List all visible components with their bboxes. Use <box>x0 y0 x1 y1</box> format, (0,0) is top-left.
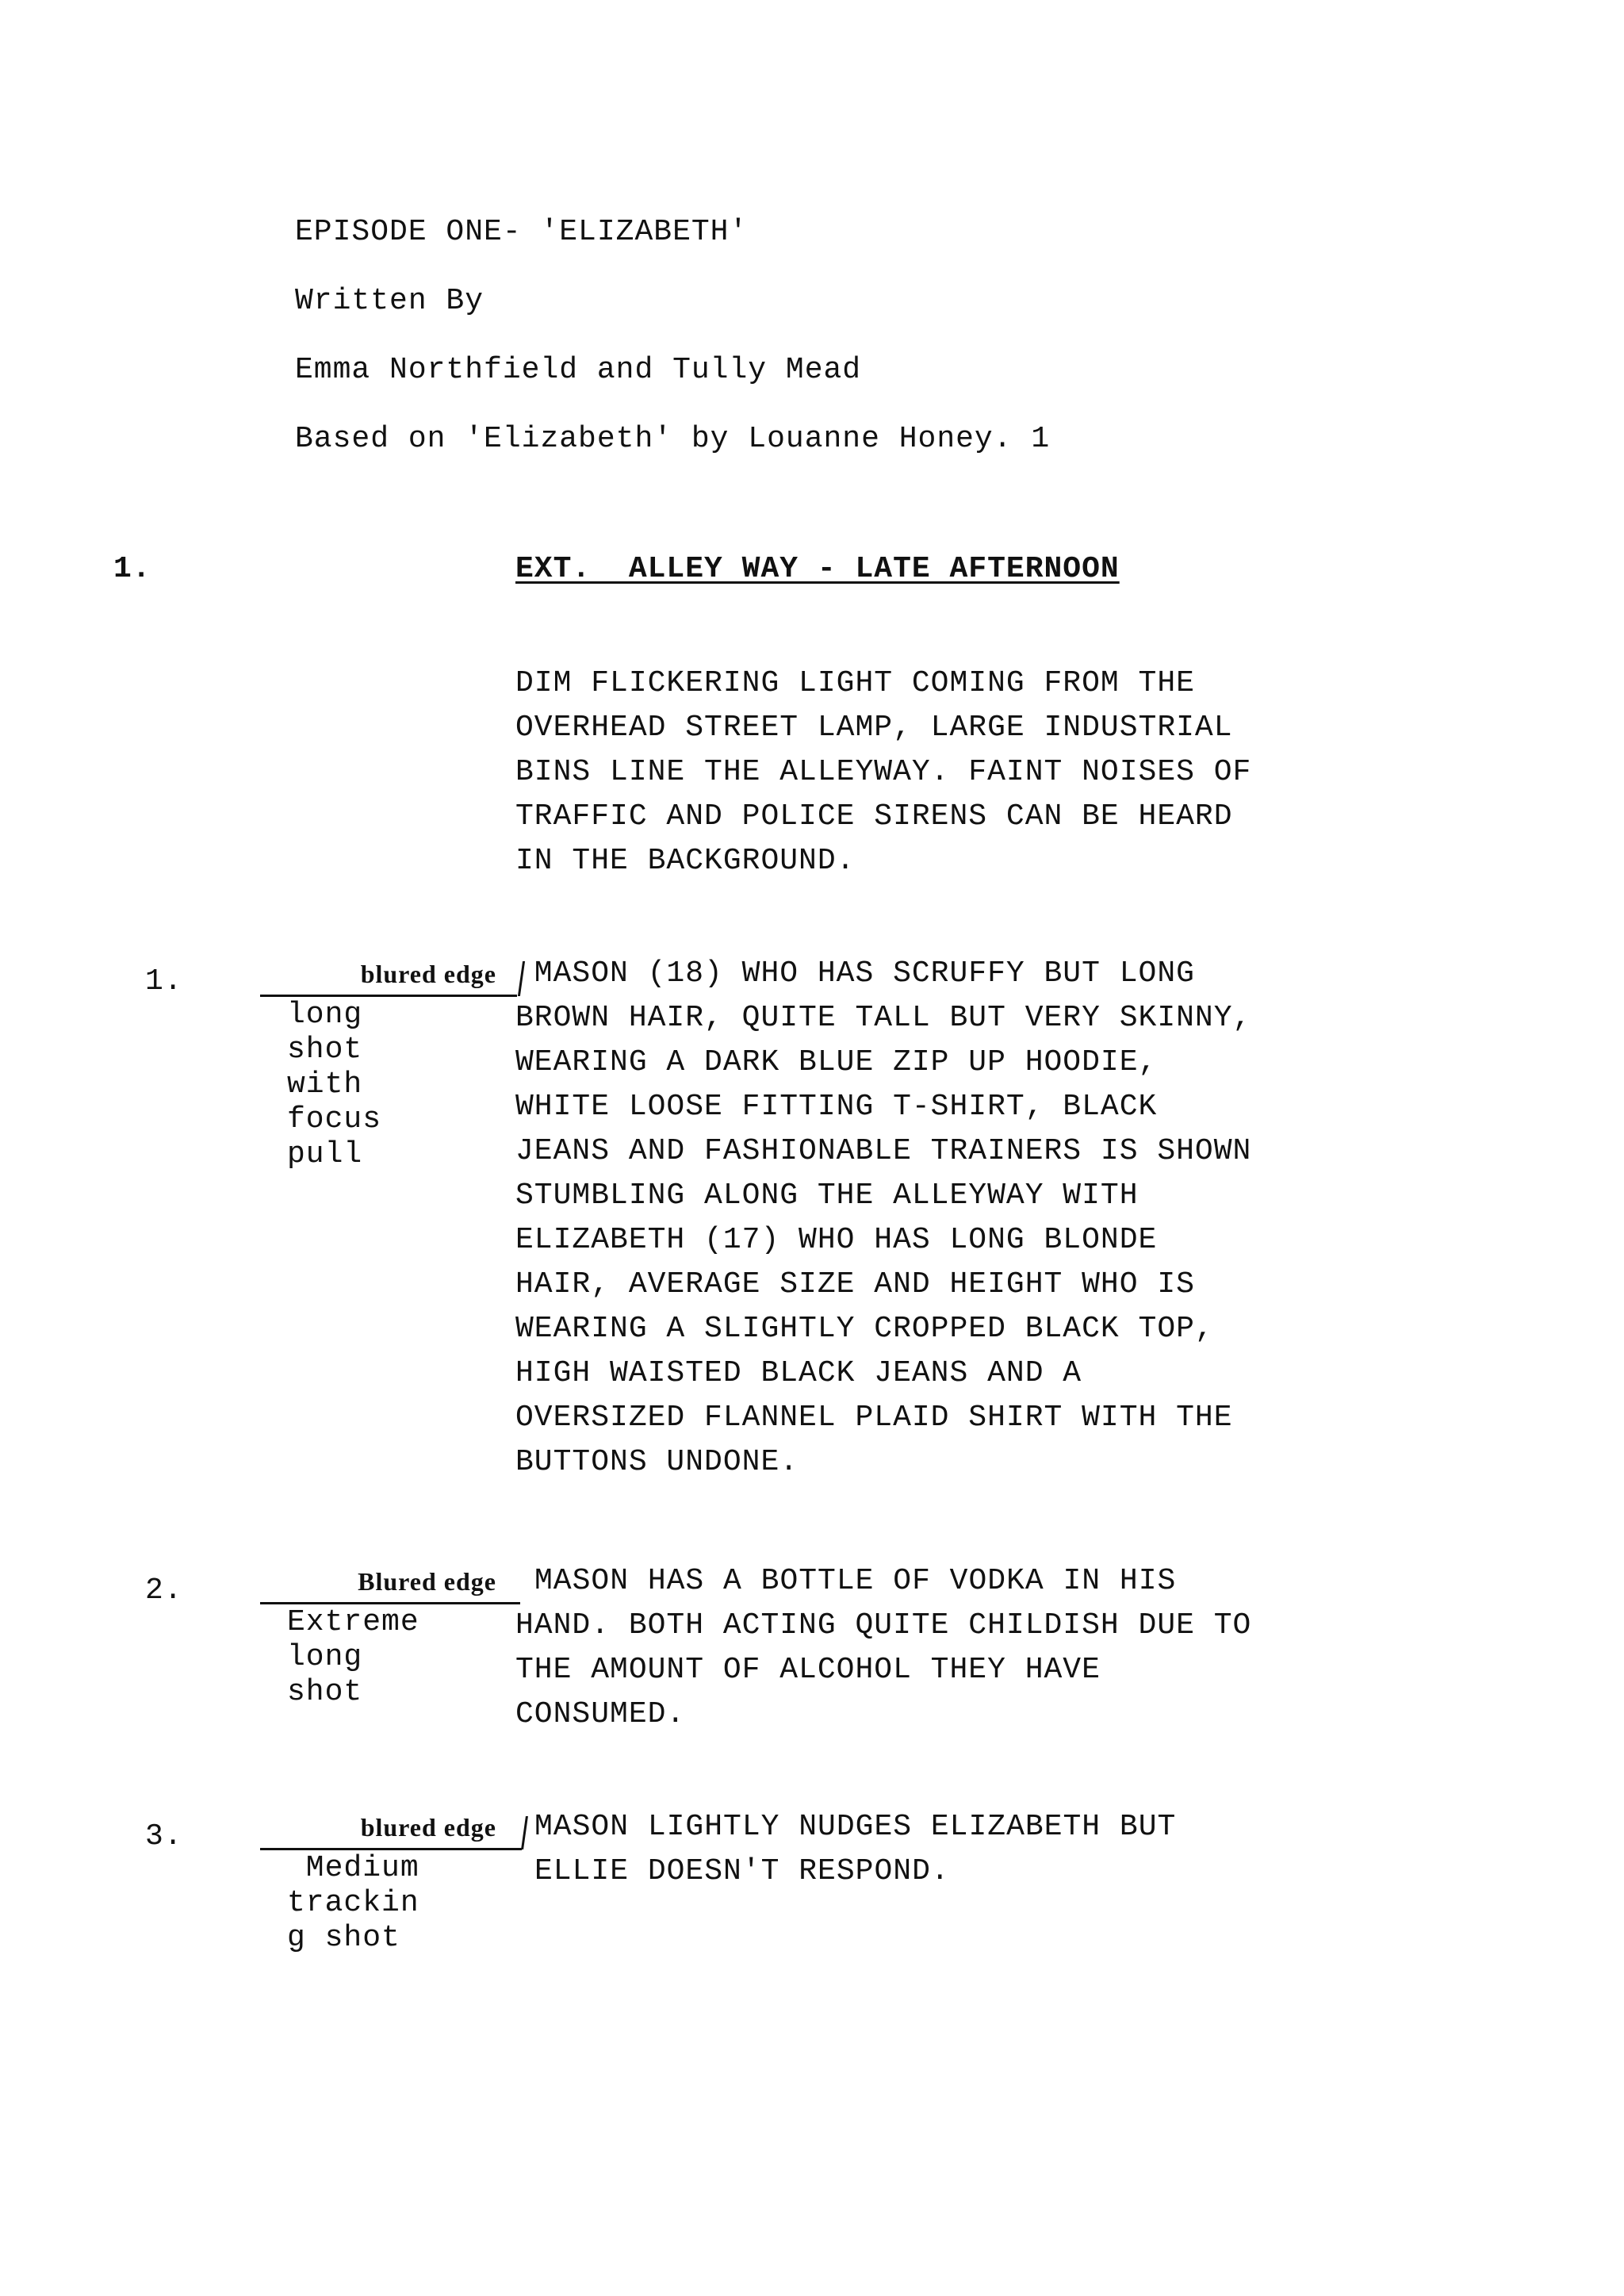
based-on-credit: Based on 'Elizabeth' by Louanne Honey. 1 <box>295 422 1051 456</box>
shot-action: MASON LIGHTLY NUDGES ELIZABETH BUT ELLIE DOESN'T RESPOND. <box>534 1810 1177 1888</box>
written-by-label: Written By <box>295 284 485 318</box>
shot-note-rule <box>260 1848 522 1850</box>
shot-action: MASON (18) WHO HAS SCRUFFY BUT LONG BROWN HAIR, QUITE TALL BUT VERY SKINNY, WEARING A DARK BLUE ZIP UP HOODIE, WHITE LOOSE FITTING T-SHIRT, BLACK JEANS AND FASHIONABLE TRAINERS IS SHOWN STUMBLING ALONG THE ALLEYWAY WITH ELIZABETH (17) WHO HAS LONG BLONDE HAIR, AVERAGE SIZE AND HEIGHT WHO IS WEARING A SLIGHTLY CROPPED BLACK TOP, HIGH WAISTED BLACK JEANS AND A OVERSIZED FLANNEL PLAID SHIRT WITH THE BUTTONS UNDONE. <box>515 956 1252 1479</box>
shot-action <box>515 1559 1251 1737</box>
scene-description: DIM FLICKERING LIGHT COMING FROM THE OVERHEAD STREET LAMP, LARGE INDUSTRIAL BINS LINE THE ALLEYWAY. FAINT NOISES OF TRAFFIC AND POLICE SIRENS CAN BE HEARD IN THE BACKGROUND. <box>515 666 1252 878</box>
shot-note-rule <box>260 995 517 997</box>
shot-action-line: THE AMOUNT OF ALCOHOL THEY HAVE <box>515 1653 1101 1687</box>
shot-note-label: Blured edge <box>358 1567 496 1596</box>
shot-number: 1. <box>145 964 183 999</box>
shot-type: Extreme long shot <box>287 1605 419 1709</box>
shot-note-label: blured edge <box>360 1813 496 1842</box>
shot-note-rule <box>260 1602 520 1604</box>
shot-number: 3. <box>145 1819 183 1853</box>
shot-type: Medium trackin g shot <box>287 1851 419 1955</box>
shot-note-label: blured edge <box>360 960 496 988</box>
shot-note-slash <box>521 1816 528 1849</box>
episode-title: EPISODE ONE- 'ELIZABETH' <box>295 215 749 249</box>
scene-number: 1. <box>113 552 151 586</box>
scene-heading: EXT. ALLEY WAY - LATE AFTERNOON <box>515 552 1120 586</box>
shot-action-line: MASON HAS A BOTTLE OF VODKA IN HIS <box>534 1564 1177 1598</box>
shot-type: long shot with focus pull <box>287 998 382 1171</box>
shot-action-line: CONSUMED. <box>515 1697 686 1731</box>
shot-action-line: HAND. BOTH ACTING QUITE CHILDISH DUE TO <box>515 1608 1252 1642</box>
shot-number: 2. <box>145 1573 183 1608</box>
authors: Emma Northfield and Tully Mead <box>295 353 862 387</box>
